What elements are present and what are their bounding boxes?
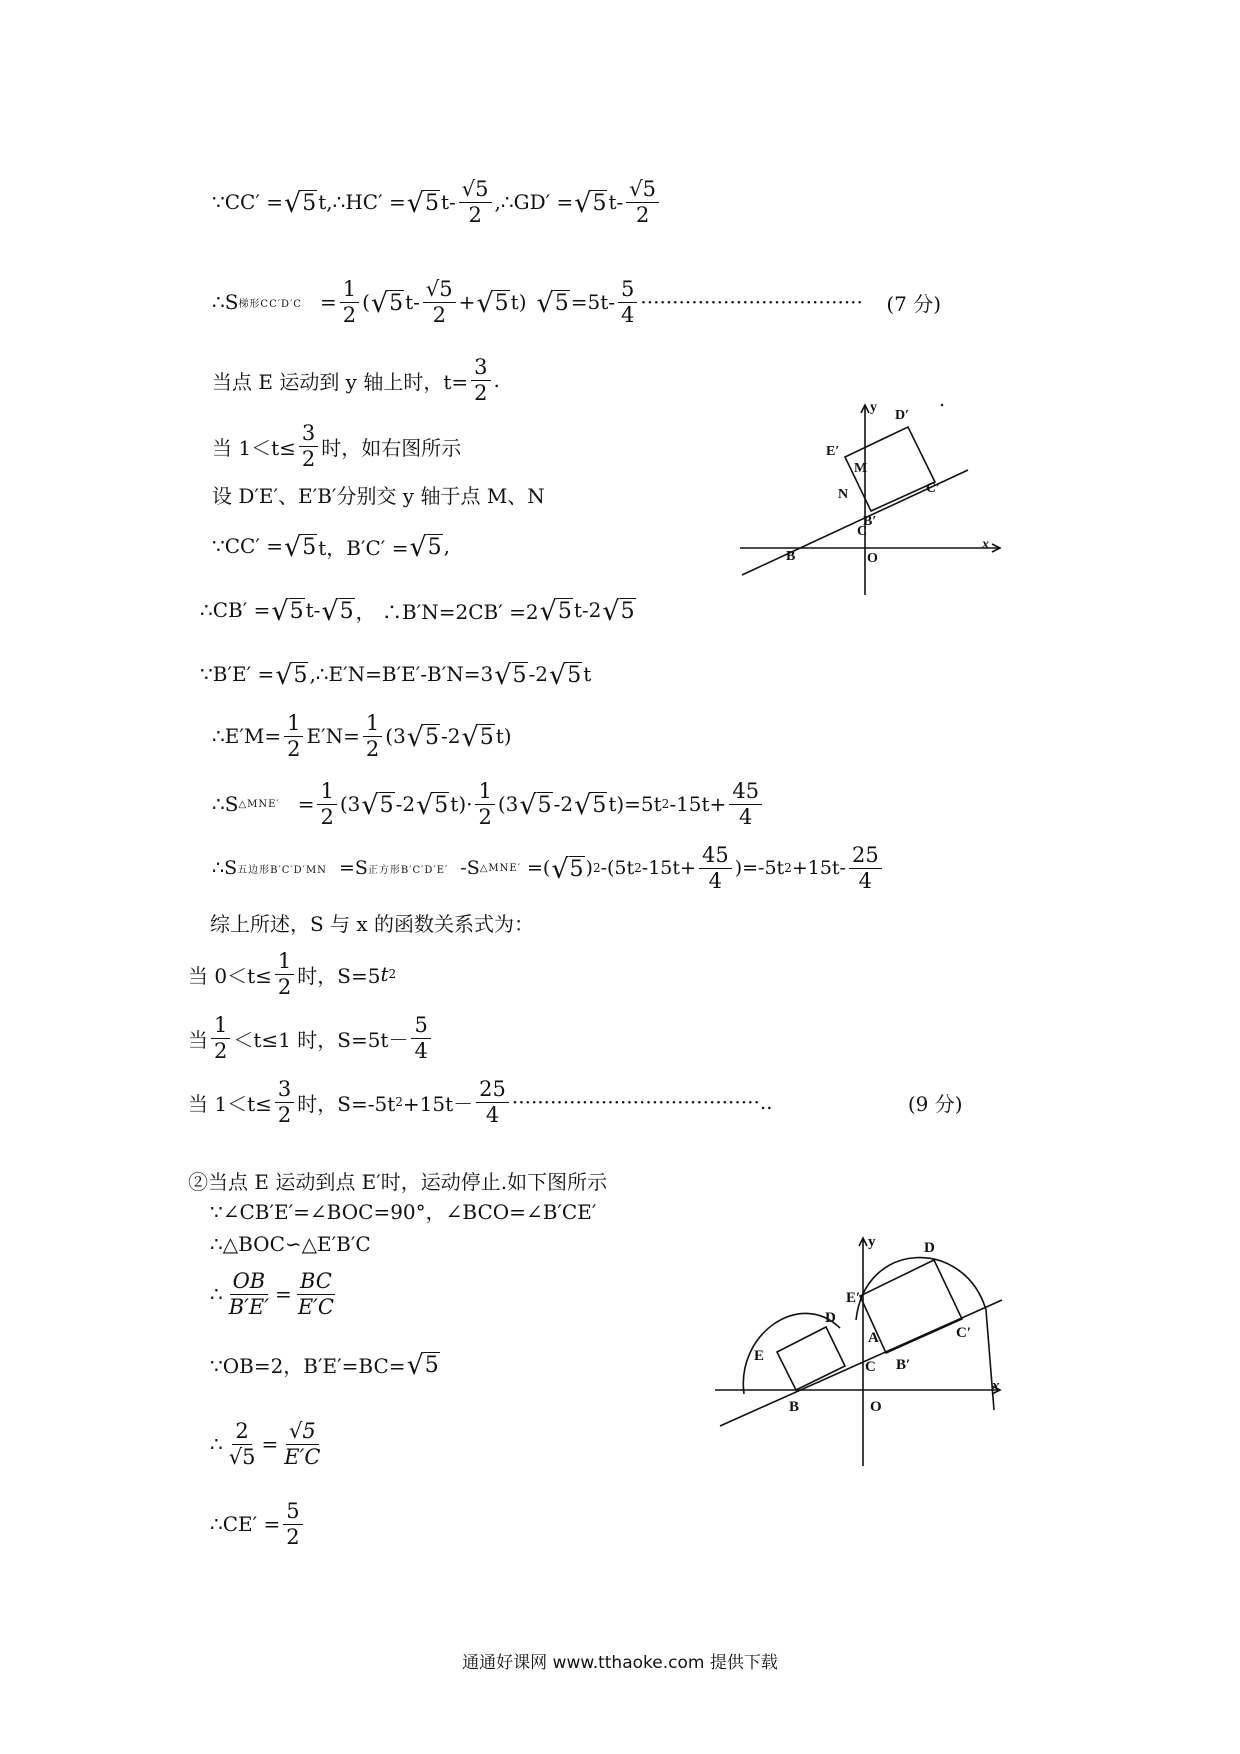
superscript: 2 [634, 861, 642, 875]
text: -15t+ [669, 792, 727, 816]
proof-line-2 [212, 272, 941, 332]
label-d: D [924, 1240, 935, 1256]
proof-line-5 [212, 464, 545, 524]
fraction: $\frac{1}{2}$ [317, 780, 336, 827]
proof-line-6 [212, 516, 450, 576]
text: (3 [385, 724, 406, 748]
label-d-left: D [825, 1310, 836, 1326]
text: 综上所述，S 与 x 的函数关系式为： [210, 911, 535, 936]
proof-line-15 [188, 1072, 963, 1132]
text: ∵CC′ = [212, 190, 283, 214]
label-m: M [854, 461, 868, 476]
superscript: 2 [784, 861, 792, 875]
sqrt: √ 5 [551, 853, 584, 885]
text: ∴CE′ = [210, 1512, 281, 1536]
fraction: $\frac{3}{2}$ [471, 356, 490, 403]
text: ②当点 E 运动到点 E′时，运动停止.如下图所示 [188, 1169, 608, 1194]
label-y: y [868, 1234, 876, 1250]
label-c: C [857, 524, 868, 539]
text: -15t+ [641, 857, 696, 879]
text: , [443, 534, 451, 558]
square-left [777, 1327, 845, 1390]
text: )=-5t [734, 857, 785, 879]
label-e1: E′ [826, 444, 840, 459]
label-n: N [838, 487, 849, 502]
superscript: 2 [592, 861, 601, 875]
fraction: $\frac{3}{2}$ [299, 422, 318, 469]
fraction: $\frac{1}{2}$ [363, 712, 382, 759]
text: = [319, 290, 337, 314]
label-x: x [992, 1378, 1000, 1394]
sqrt: √ 5 [284, 187, 317, 219]
sqrt: √ 5 [416, 789, 449, 821]
text: +15t- [791, 857, 846, 879]
page-footer: 通通好课网 www.tthaoke.com 提供下载 [462, 1653, 778, 1673]
text: + [458, 290, 476, 314]
sqrt: √ 5 [321, 595, 354, 627]
fraction: $\frac{45}{4}$ [699, 844, 732, 891]
label-b1: B′ [863, 514, 877, 529]
proof-line-20 [210, 1334, 441, 1394]
text: -2 [441, 724, 461, 748]
subscript: 五边形B′C′D′MN [237, 864, 327, 876]
sqrt: √ 5 [574, 187, 607, 219]
sqrt: √ 5 [461, 721, 494, 753]
subscript: △MNE′ [238, 798, 280, 810]
fraction: $\frac{1}{2}$ [340, 278, 359, 325]
proof-line-8 [200, 644, 591, 704]
superscript: 2 [661, 797, 670, 811]
text: -2 [553, 792, 574, 816]
proof-line-21 [210, 1414, 326, 1474]
text: 时，S=5 [297, 963, 381, 988]
text: ＜t≤1 时，S=5t－ [233, 1027, 409, 1052]
text: -(5t [600, 857, 635, 879]
text: -2 [395, 792, 416, 816]
score: (9 分) [907, 1091, 963, 1116]
proof-line-19 [210, 1264, 340, 1324]
text: ∵B′E′ = [200, 662, 275, 686]
text: t) [510, 290, 527, 314]
sqrt: √ 5 [536, 287, 569, 319]
text: t)=5t [608, 792, 662, 816]
text: 当 1＜t≤ [188, 1091, 272, 1116]
text: ∴△BOC∽△E′B′C [210, 1232, 371, 1256]
proof-line-11 [212, 838, 885, 898]
sqrt: √ 5 [602, 595, 635, 627]
text: -S [460, 857, 480, 879]
fraction: $\frac{1}{2}$ [211, 1014, 230, 1061]
fraction: $\frac{25}{4}$ [476, 1078, 509, 1125]
sqrt: √ 5 [409, 531, 442, 563]
text: 当点 E 运动到 y 轴上时，t= [212, 369, 469, 394]
proof-line-3 [212, 350, 500, 410]
text: 当 1＜t≤ [212, 435, 296, 460]
fraction: $\frac{√5}{E'C}$ [284, 1419, 321, 1469]
sqrt: √ 5 [284, 531, 317, 563]
label-c: C [865, 1359, 876, 1375]
label-b1: B′ [896, 1357, 911, 1373]
label-e1: E′ [846, 1290, 861, 1306]
label-d1: D′ [895, 408, 910, 423]
label-a: A [868, 1330, 879, 1346]
sqrt: √ 5 [539, 595, 572, 627]
fraction: $\frac{1}{2}$ [284, 712, 303, 759]
text: ， ∴B′N=2CB′ =2 [355, 599, 539, 624]
text: (3 [339, 792, 361, 816]
text: t- [305, 598, 321, 622]
fraction: $\frac{√5}{2}$ [423, 278, 456, 325]
text: ) [585, 857, 593, 879]
text: +15t－ [402, 1091, 474, 1116]
label-c1: C′ [956, 1325, 972, 1341]
proof-line-9 [212, 706, 512, 766]
text: ∵CC′ = [212, 534, 283, 558]
sqrt: √ 5 [494, 659, 527, 691]
sqrt: √ 5 [271, 595, 304, 627]
geometry-figure-1 [730, 395, 1010, 605]
sqrt: √ 5 [406, 1349, 439, 1381]
text: =S [338, 857, 368, 879]
text: ∴S [212, 290, 239, 314]
label-o: O [870, 1399, 882, 1415]
text: ,∴E′N=B′E′-B′N=3 [309, 662, 494, 686]
fraction: $\frac{OB}{B'E'}$ [228, 1269, 270, 1319]
fraction: $\frac{5}{4}$ [411, 1014, 430, 1061]
text: ∴E′M= [212, 724, 282, 748]
sqrt: √ 5 [361, 789, 394, 821]
fraction: $\frac{5}{2}$ [283, 1500, 302, 1547]
proof-line-13 [188, 944, 396, 1004]
sqrt: √ 5 [519, 789, 552, 821]
text: E′N= [306, 724, 360, 748]
text: ,∴GD′ = [494, 190, 574, 214]
proof-line-14 [188, 1008, 434, 1068]
text: 当 0＜t≤ [188, 963, 272, 988]
text: = [297, 792, 315, 816]
text: ∵∠CB′E′=∠BOC=90°，∠BCO=∠B′CE′ [210, 1199, 597, 1224]
text: ∴S [212, 857, 238, 879]
fraction: $\frac{25}{4}$ [849, 844, 882, 891]
fraction: $\frac{√5}{2}$ [626, 178, 659, 225]
text: 当 [188, 1027, 208, 1052]
text: =5t- [570, 290, 615, 314]
subscript: 正方形B′C′D′E′ [367, 864, 449, 876]
leader-dots: ·······································.. [511, 1090, 773, 1114]
fraction: $\frac{3}{2}$ [275, 1078, 294, 1125]
text: -2 [528, 662, 548, 686]
text: ∴S [212, 792, 239, 816]
proof-line-12 [210, 892, 534, 952]
text: t,∴HC′ = [318, 190, 406, 214]
text: t- [440, 190, 456, 214]
sqrt: √ 5 [370, 287, 404, 319]
fraction: $\frac{1}{2}$ [275, 950, 294, 997]
sqrt: √ 5 [406, 187, 439, 219]
sqrt: √ 5 [574, 789, 607, 821]
text: = [261, 1432, 279, 1456]
superscript: 2 [388, 967, 397, 981]
sqrt: √ 5 [548, 659, 582, 691]
text: ∴ [210, 1432, 223, 1456]
text: =( [526, 857, 551, 879]
text: t- [608, 190, 624, 214]
subscript: △MNE′ [479, 862, 521, 874]
text: t [583, 662, 592, 686]
label-b: B [789, 1399, 800, 1415]
text: = [275, 1282, 292, 1306]
label-y: y [870, 400, 877, 415]
subscript: 梯形CC′D′C [238, 298, 302, 310]
label-c1: C′ [926, 481, 941, 496]
text: ∵OB=2，B′E′=BC= [210, 1353, 406, 1378]
label-o: O [867, 551, 878, 566]
text: . [493, 368, 500, 392]
parabola-right-tail [986, 1310, 994, 1410]
fraction: $\frac{2}{√5}$ [228, 1419, 256, 1469]
sqrt: √ 5 [275, 659, 308, 691]
proof-line-10 [212, 774, 765, 834]
text: (3 [497, 792, 519, 816]
variable: t [380, 962, 389, 986]
text: 时，如右图所示 [321, 435, 462, 460]
proof-line-7 [200, 580, 637, 640]
text: 时，S=-5t [297, 1091, 396, 1116]
score: (7 分) [886, 291, 942, 316]
sqrt: √ 5 [406, 721, 440, 753]
text: t- [405, 290, 420, 314]
leader-dots: ··································· [640, 290, 863, 314]
geometry-figure-2 [710, 1226, 1010, 1472]
fraction: $\frac{5}{4}$ [618, 278, 637, 325]
text: t-2 [573, 598, 602, 622]
proof-line-22 [210, 1494, 306, 1554]
superscript: 2 [395, 1095, 403, 1109]
text: ( [362, 290, 370, 314]
sqrt: √ 5 [476, 287, 509, 319]
fraction: $\frac{1}{2}$ [475, 780, 494, 827]
text: t) [495, 724, 512, 748]
text: ∴ [210, 1282, 223, 1306]
fraction: $\frac{BC}{E'C}$ [297, 1269, 334, 1319]
text: 设 D′E′、E′B′分别交 y 轴于点 M、N [212, 483, 545, 508]
proof-line-1 [212, 172, 662, 232]
fraction: $\frac{√5}{2}$ [459, 178, 492, 225]
label-e: E [754, 1348, 765, 1364]
text: ∴CB′ = [200, 598, 271, 622]
fraction: $\frac{45}{4}$ [729, 780, 762, 827]
text: t)· [450, 792, 473, 816]
label-x: x [982, 537, 989, 552]
label-b: B [786, 549, 796, 564]
text: t，B′C′ = [318, 535, 409, 560]
